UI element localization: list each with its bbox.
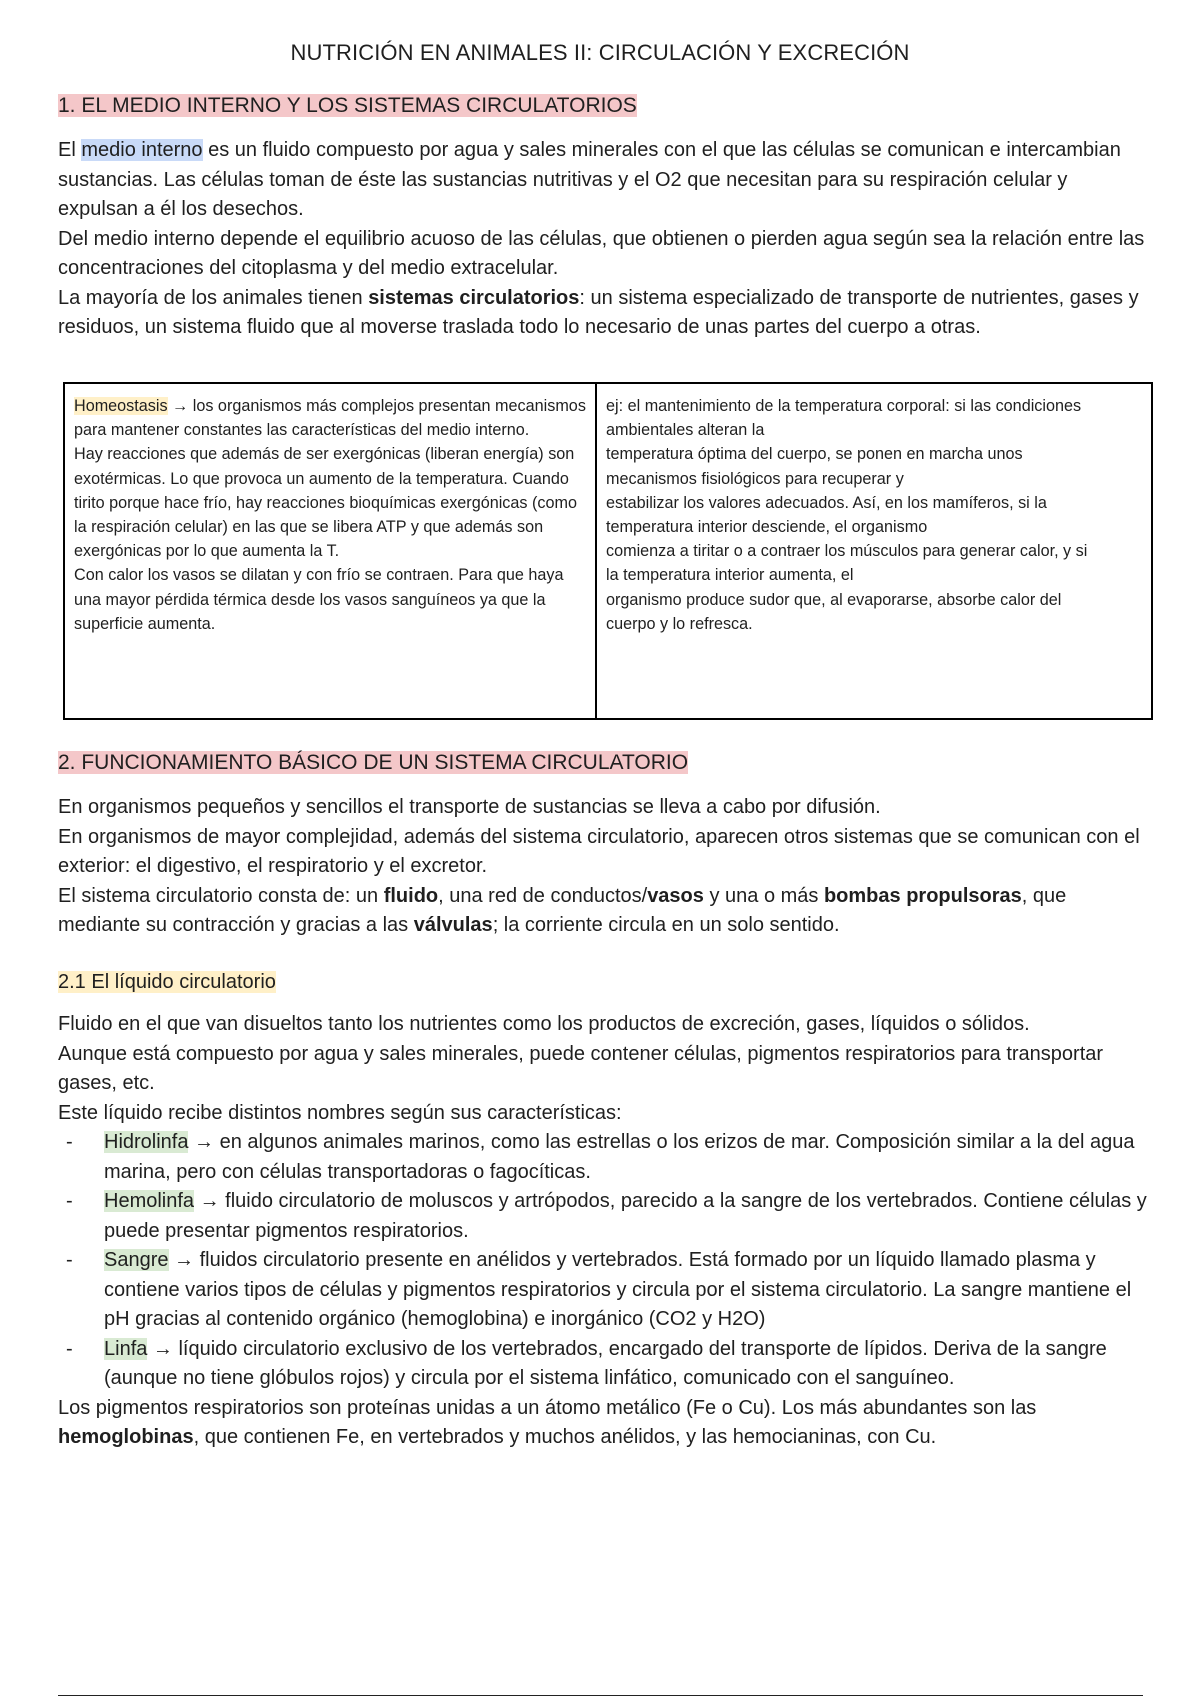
exergonic-note: Hay reacciones que además de ser exergónicas (liberan energía) son exotérmicas. Lo que provoca un aumento de la temperatura. Cuando tirito porque hace frío, hay reacciones bioquímicas exergónicas (como la respiración celular) en las que se libera ATP y que además son exergónicas por lo que aumenta la T. — [74, 445, 577, 561]
text-run: La mayoría de los animales tienen — [58, 286, 369, 309]
linfa-term: Linfa — [104, 1337, 148, 1360]
text-run: El sistema circulatorio consta de: un — [58, 884, 384, 907]
text-run: → los organismos más complejos presentan mecanismos para mantener constantes las características del medio interno. — [74, 397, 586, 440]
section-2-paragraph-3 — [58, 882, 1148, 941]
text-run: → en algunos animales marinos, como las estrellas o los erizos de mar. Composición similar a la del agua marina, pero con células transportadoras o fagocíticas. — [104, 1131, 1135, 1183]
section-1-paragraph-1 — [58, 136, 1148, 225]
example-line: temperatura interior desciende, el organismo — [606, 518, 928, 537]
fluid-types-list — [58, 1128, 1148, 1394]
section-1-body — [58, 136, 1148, 343]
hemolinfa-term: Hemolinfa — [104, 1190, 195, 1212]
section-2-1-paragraph-2: Aunque está compuesto por agua y sales minerales, puede contener células, pigmentos respiratorios para transportar gases, etc. — [58, 1042, 1104, 1094]
example-line: ej: el mantenimiento de la temperatura corporal: si las condiciones — [606, 397, 1082, 415]
section-2-heading-block — [58, 748, 1148, 778]
text-run: y una o más — [703, 884, 824, 907]
medio-interno-term: medio interno — [81, 139, 203, 161]
text-run: es un fluido compuesto por agua y sales minerales con el que las células se comunican e intercambian sustancias. Las células toman de éste las sustancias nutritivas y el O2 que necesitan para su respiración celular y expulsan a él los desechos. — [58, 139, 1121, 220]
valvulas-term: válvulas — [413, 914, 493, 936]
text-run: , una red de conductos/ — [438, 884, 648, 907]
footer-rule — [58, 1695, 1143, 1696]
text-run: → fluidos circulatorio presente en anélidos y vertebrados. Está formado por un líquido llamado plasma y contiene varios tipos de células y pigmentos respiratorios y circula por el sistema circulatorio. La sangre mantiene el pH gracias al contenido orgánico (hemoglobina) e inorgánico (CO2 y H2O) — [104, 1249, 1132, 1330]
example-line: organismo produce sudor que, al evaporarse, absorbe calor del — [606, 590, 1062, 609]
fluido-term: fluido — [383, 884, 439, 907]
homeostasis-definition — [74, 394, 587, 442]
homeostasis-term: Homeostasis — [74, 397, 168, 415]
section-1-heading: 1. EL MEDIO INTERNO Y LOS SISTEMAS CIRCULATORIOS — [58, 94, 637, 117]
list-item-hidrolinfa — [58, 1128, 1148, 1187]
vasos-term: vasos — [647, 884, 704, 907]
hemoglobinas-term: hemoglobinas — [58, 1426, 194, 1448]
text-run: → líquido circulatorio exclusivo de los vertebrados, encargado del transporte de lípidos. Deriva de la sangre (aunque no tiene glóbulos rojos) y circula por el sistema linfático, comunicado con el sanguíneo. — [104, 1337, 1107, 1389]
example-line: estabilizar los valores adecuados. Así, en los mamíferos, si la — [606, 493, 1047, 512]
text-run: , que contienen Fe, en vertebrados y muchos anélidos, y las hemocianinas, con Cu. — [193, 1426, 937, 1448]
vessel-note: Con calor los vasos se dilatan y con frío se contraen. Para que haya una mayor pérdida térmica desde los vasos sanguíneos ya que la superficie aumenta. — [74, 566, 564, 633]
example-line: la temperatura interior aumenta, el — [606, 566, 854, 585]
text-run: , que mediante su contracción y gracias a las — [58, 884, 1067, 936]
example-line: mecanismos fisiológicos para recuperar y — [606, 469, 904, 488]
section-2-1-body — [58, 1010, 1148, 1453]
section-2-1-paragraph-1: Fluido en el que van disueltos tanto los nutrientes como los productos de excreción, gases, líquidos o sólidos. — [58, 1013, 1030, 1035]
bombas-propulsoras-term: bombas propulsoras — [823, 884, 1022, 907]
list-item-sangre — [58, 1246, 1148, 1335]
text-run: ; la corriente circula en un solo sentido. — [492, 914, 840, 936]
section-2-paragraph-2: En organismos de mayor complejidad, además del sistema circulatorio, aparecen otros sistemas que se comunican con el exterior: el digestivo, el respiratorio y el excretor. — [58, 825, 1140, 877]
text-run: El — [58, 139, 82, 161]
text-run: : un sistema especializado de transporte de nutrientes, gases y residuos, un sistema fluido que al moverse traslada todo lo necesario de unas partes del cuerpo a otras. — [58, 286, 1139, 338]
document-title: NUTRICIÓN EN ANIMALES II: CIRCULACIÓN Y EXCRECIÓN — [290, 40, 910, 65]
sangre-term: Sangre — [104, 1249, 169, 1271]
section-2-heading: 2. FUNCIONAMIENTO BÁSICO DE UN SISTEMA CIRCULATORIO — [58, 751, 689, 774]
section-2-1-heading-block — [58, 968, 1148, 998]
text-run: Los pigmentos respiratorios son proteínas unidas a un átomo metálico (Fe o Cu). Los más abundantes son las — [58, 1396, 1037, 1419]
example-line: comienza a tiritar o a contraer los músculos para generar calor, y si — [606, 542, 1088, 561]
section-2-paragraph-1: En organismos pequeños y sencillos el transporte de sustancias se lleva a cabo por difusión. — [58, 796, 881, 818]
sistemas-circulatorios-term: sistemas circulatorios — [368, 286, 580, 309]
section-2-1-paragraph-3: Este líquido recibe distintos nombres según sus características: — [58, 1101, 622, 1124]
section-1-paragraph-2: Del medio interno depende el equilibrio acuoso de las células, que obtienen o pierden agua según sea la relación entre las concentraciones del citoplasma y del medio extracelular. — [58, 227, 1145, 279]
example-cell — [596, 383, 1152, 719]
homeostasis-cell — [64, 383, 596, 719]
example-line: ambientales alteran la — [606, 421, 765, 440]
section-2-1-heading: 2.1 El líquido circulatorio — [58, 971, 276, 993]
text-run: → fluido circulatorio de moluscos y artrópodos, parecido a la sangre de los vertebrados. Contiene células y puede presentar pigmentos respiratorios. — [104, 1190, 1147, 1242]
list-item-hemolinfa — [58, 1187, 1148, 1246]
homeostasis-table — [63, 382, 1153, 720]
section-1-heading-block — [58, 91, 1148, 121]
list-item-linfa — [58, 1335, 1148, 1394]
example-line: temperatura óptima del cuerpo, se ponen en marcha unos — [606, 445, 1023, 464]
example-line: cuerpo y lo refresca. — [606, 614, 753, 633]
section-1-paragraph-3 — [58, 284, 1148, 343]
section-2-body — [58, 793, 1148, 941]
hidrolinfa-term: Hidrolinfa — [104, 1131, 189, 1153]
section-2-1-paragraph-4 — [58, 1394, 1148, 1453]
